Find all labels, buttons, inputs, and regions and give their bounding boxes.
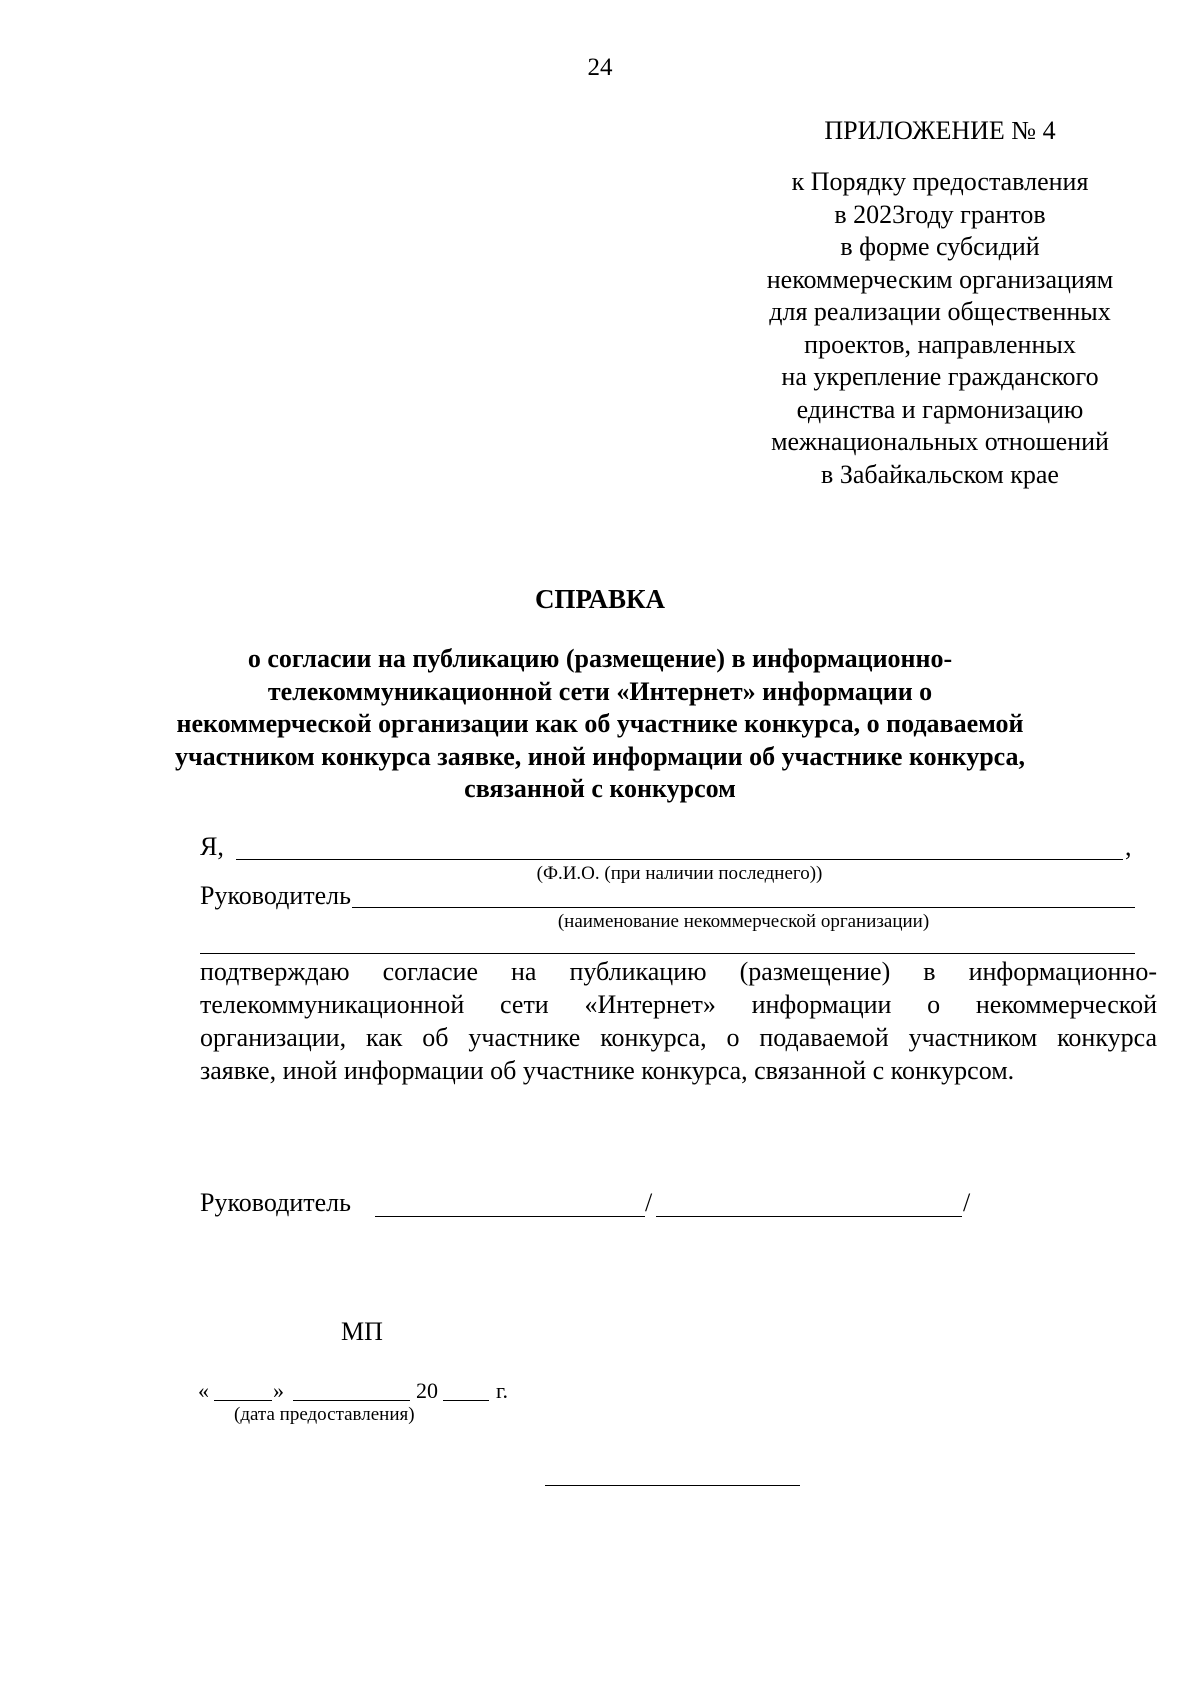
date-open-quote: « <box>198 1378 209 1403</box>
subtitle-line: телекоммуникационной сети «Интернет» информации о <box>267 676 933 706</box>
fio-field-line[interactable] <box>236 859 1123 860</box>
paragraph-line: заявке, иной информации об участнике конкурса, связанной с конкурсом. <box>200 1056 1015 1085</box>
appendix-line: на укрепление гражданского <box>781 362 1099 391</box>
appendix-title: ПРИЛОЖЕНИЕ № 4 <box>824 116 1056 145</box>
signature-separator-end: / <box>963 1188 971 1217</box>
subtitle-line: о согласии на публикацию (размещение) в информационно- <box>247 644 953 673</box>
date-century: 20 <box>416 1378 438 1403</box>
date-day-field-line[interactable] <box>214 1400 272 1401</box>
signature-field-line[interactable] <box>375 1216 645 1217</box>
paragraph-line: телекоммуникационной сети «Интернет» информации о некоммерческой <box>200 990 1157 1019</box>
document-subtitle <box>150 643 1050 806</box>
signature-label: Руководитель <box>200 1188 351 1217</box>
date-year-field-line[interactable] <box>443 1400 489 1401</box>
appendix-line: к Порядку предоставления <box>791 167 1089 196</box>
bottom-separator-line <box>545 1485 800 1486</box>
signature-name-field-line[interactable] <box>656 1216 962 1217</box>
appendix-line: в форме субсидий <box>840 232 1040 261</box>
fio-hint: (Ф.И.О. (при наличии последнего)) <box>536 863 823 884</box>
appendix-description <box>700 166 1180 491</box>
appendix-line: единства и гармонизацию <box>796 394 1084 424</box>
subtitle-line: связанной с конкурсом <box>464 774 736 803</box>
consent-paragraph <box>200 955 1157 1087</box>
date-close-quote: » <box>273 1378 284 1403</box>
page-number: 24 <box>587 54 613 81</box>
date-hint: (дата предоставления) <box>234 1404 415 1425</box>
subtitle-line: некоммерческой организации как об участнике конкурса, о подаваемой <box>176 709 1024 738</box>
fio-trailing-comma: , <box>1125 832 1132 861</box>
organization-field-line[interactable] <box>352 907 1135 908</box>
appendix-line: для реализации общественных <box>769 297 1111 326</box>
paragraph-line: организации, как об участнике конкурса, о подаваемой участником конкурса <box>200 1023 1157 1052</box>
appendix-line: в Забайкальском крае <box>821 459 1059 489</box>
paragraph-line: подтверждаю согласие на публикацию (размещение) в информационно- <box>200 957 1157 986</box>
subtitle-line: участником конкурса заявке, иной информации об участнике конкурса, <box>174 741 1026 771</box>
document-title: СПРАВКА <box>534 584 666 614</box>
appendix-line: некоммерческим организациям <box>766 264 1114 294</box>
head-label: Руководитель <box>200 881 351 910</box>
i-label: Я, <box>200 832 224 861</box>
organization-hint: (наименование некоммерческой организации) <box>557 911 930 932</box>
appendix-line: в 2023году грантов <box>834 199 1046 229</box>
stamp-label: МП <box>341 1317 383 1346</box>
signature-separator: / <box>645 1188 653 1217</box>
appendix-line: проектов, направленных <box>804 329 1076 359</box>
date-month-field-line[interactable] <box>293 1400 410 1401</box>
appendix-line: межнациональных отношений <box>771 427 1109 456</box>
date-year-suffix: г. <box>496 1378 509 1403</box>
organization-field-line-2[interactable] <box>200 953 1135 954</box>
